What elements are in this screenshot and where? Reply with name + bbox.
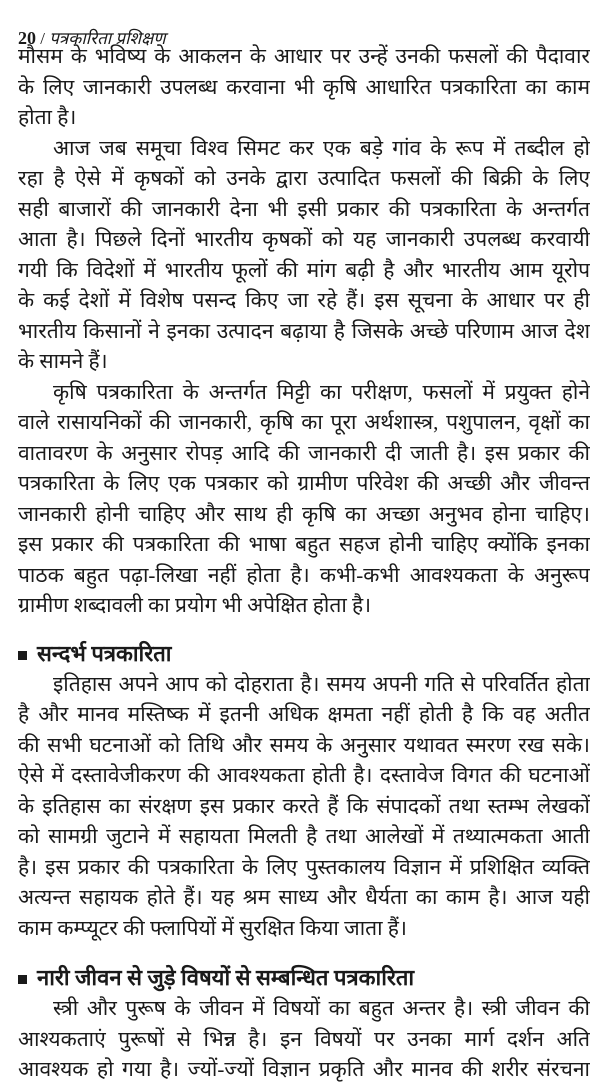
square-bullet-icon: [18, 651, 27, 660]
text-line: पाठक बहुत पढ़ा-लिखा नहीं होता है। कभी-कभी आवश्यकता के अनुरूप: [18, 562, 590, 587]
text-line: वाले रासायनिकों की जानकारी, कृषि का पूरा अर्थशास्त्र, पशुपालन, वृक्षों का: [18, 410, 590, 434]
text-line: अत्यन्त सहायक होते हैं। यह श्रम साध्य और धैर्यता का काम है। आज यही: [18, 885, 590, 909]
paragraph: [18, 669, 590, 944]
text-line: के लिए जानकारी उपलब्ध करवाना भी कृषि आधारित पत्रकारिता का काम: [18, 74, 590, 99]
text-line: रहा है ऐसे में कृषकों को उनके द्वारा उत्पादित फसलों की बिक्री के लिए: [18, 166, 590, 190]
text-line: है और मानव मस्तिष्क में इतनी अधिक क्षमता नहीं होती है कि वह अतीत: [18, 702, 590, 726]
text-line: ग्रामीण शब्दावली का प्रयोग भी अपेक्षित होता है।: [18, 593, 372, 617]
section-heading-text: सन्दर्भ पत्रकारिता: [37, 640, 172, 666]
paragraph: [18, 133, 590, 377]
text-line: आश्यकताएं पुरूषों से भिन्न है। इन विषयों पर उनका मार्ग दर्शन अति: [18, 1026, 590, 1051]
text-line: है। इस प्रकार की पत्रकारिता के लिए पुस्तकालय विज्ञान में प्रशिक्षित व्यक्ति: [18, 854, 590, 879]
text-line: के इतिहास का संरक्षण इस प्रकार करते हैं कि संपादकों तथा स्तम्भ लेखकों: [18, 793, 590, 818]
text-line: को सामग्री जुटाने में सहायता मिलती है तथा आलेखों में तथ्यात्मकता आती: [18, 824, 590, 848]
text-line: मौसम के भविष्य के आकलन के आधार पर उन्हें उनकी फसलों की पैदावार: [18, 44, 590, 68]
text-line: काम कम्प्यूटर की फ्लापियों में सुरक्षित किया जाता हैं।: [18, 915, 407, 940]
paragraph: [18, 993, 590, 1085]
text-line: आता है। पिछले दिनों भारतीय कृषकों को यह जानकारी उपलब्ध करवायी: [18, 227, 590, 251]
text-line: पत्रकारिता के लिए एक पत्रकार को ग्रामीण परिवेश की अच्छी और जीवन्त: [18, 471, 590, 495]
text-line: कृषि पत्रकारिता के अन्तर्गत मिट्टी का परीक्षण, फसलों में प्रयुक्त होने: [53, 379, 590, 404]
text-line: जानकारी होनी चाहिए और साथ ही कृषि का अच्छा अनुभव होना चाहिए।: [18, 501, 590, 526]
section-heading-text: नारी जीवन से जुड़े विषयों से सम्बन्धित पत्रकारिता: [37, 965, 415, 990]
section-heading: [18, 638, 590, 669]
text-line: होता है।: [18, 105, 77, 129]
square-bullet-icon: [18, 975, 27, 984]
text-line: की सभी घटनाओं को तिथि और समय के अनुसार यथावत स्मरण रख सके।: [18, 732, 590, 757]
text-line: आज जब समूचा विश्व सिमट कर एक बड़े गांव के रूप में तब्दील हो: [53, 135, 590, 160]
text-line: गयी कि विदेशों में भारतीय फूलों की मांग बढ़ी है और भारतीय आम यूरोप: [18, 257, 590, 282]
text-line: वातावरण के अनुसार रोपड़ आदि की जानकारी दी जाती है। इस प्रकार की: [18, 440, 590, 465]
text-line: इस प्रकार की पत्रकारिता की भाषा बहुत सहज होनी चाहिए क्योंकि इनका: [18, 532, 590, 556]
paragraph: [18, 41, 590, 133]
header-separator: /: [40, 29, 45, 48]
text-line: के कई देशों में विशेष पसन्द किए जा रहे हैं। इस सूचना के आधार पर ही: [18, 288, 590, 312]
text-line: आवश्यक हो गया है। ज्यों-ज्यों विज्ञान प्रकृति और मानव की शरीर संरचना: [18, 1057, 590, 1081]
text-line: के सामने हैं।: [18, 349, 108, 373]
page-body: [18, 41, 590, 1085]
book-title: पत्रकारिता प्रशिक्षण: [49, 29, 166, 48]
section-heading: [18, 962, 590, 993]
page-number: 20: [18, 28, 36, 48]
text-line: सही बाजारों की जानकारी देना भी इसी प्रकार की पत्रकारिता के अन्तर्गत: [18, 196, 590, 221]
text-line: भारतीय किसानों ने इनका उत्पादन बढ़ाया है जिसके अच्छे परिणाम आज देश: [18, 318, 590, 343]
text-line: इतिहास अपने आप को दोहराता है। समय अपनी गति से परिवर्तित होता: [53, 671, 590, 696]
paragraph: [18, 377, 590, 621]
text-line: ऐसे में दस्तावेजीकरण की आवश्यकता होती है। दस्तावेज विगत की घटनाओं: [18, 763, 590, 787]
text-line: स्त्री और पुरूष के जीवन में विषयों का बहुत अन्तर है। स्त्री जीवन की: [53, 996, 590, 1020]
